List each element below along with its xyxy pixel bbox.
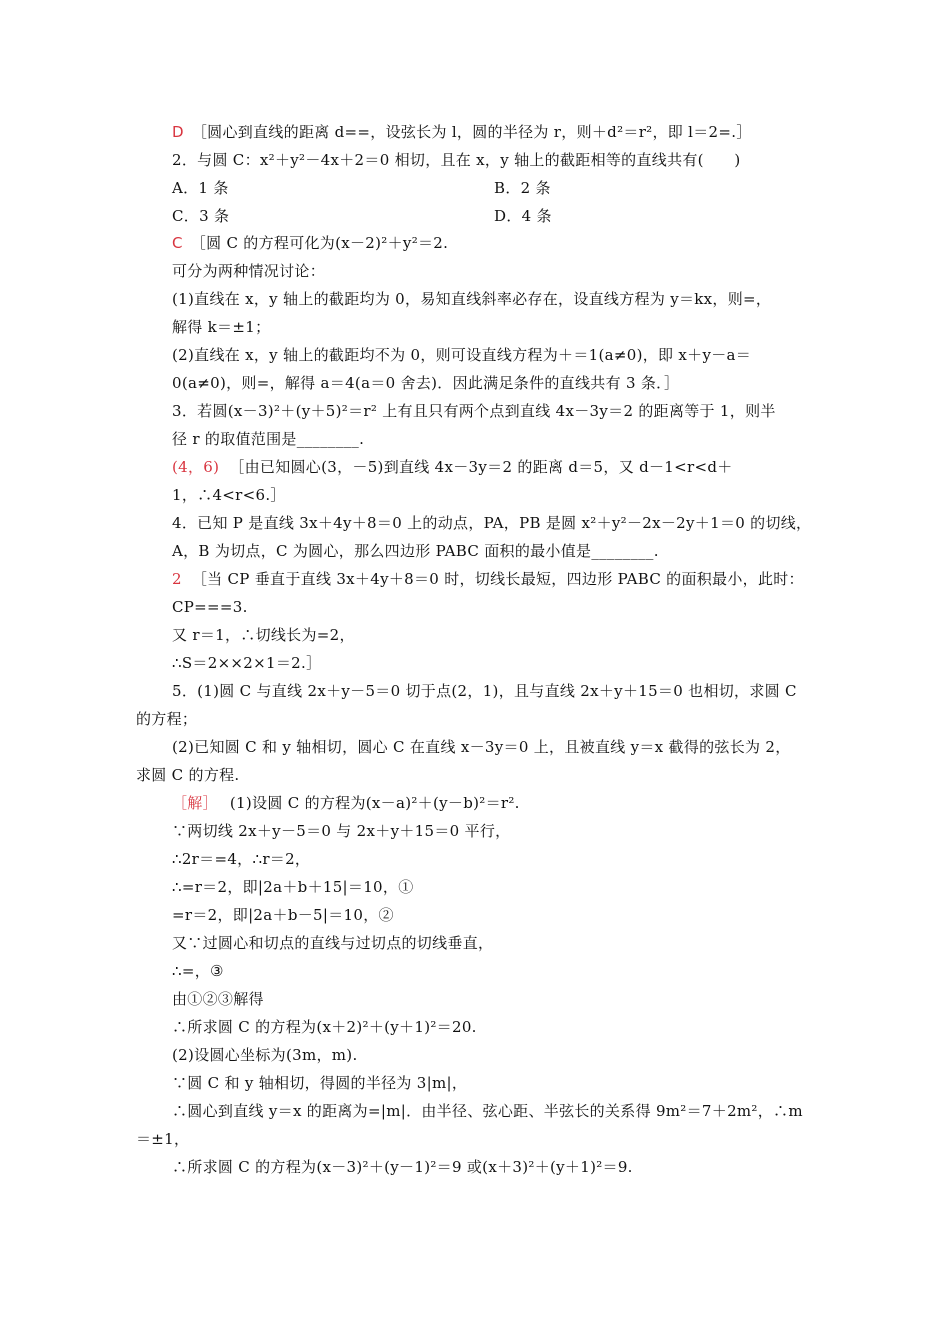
choice-option: C．3 条 [172,207,230,225]
text-line [172,933,832,953]
text-line [172,541,832,561]
text-line [172,793,832,813]
answer-label: D [172,123,184,141]
line-text: 的方程； [136,710,198,728]
text-line [172,1073,832,1093]
line-text: 1，∴4<r<6.］ [172,486,286,504]
line-text: ∵两切线 2x＋y－5＝0 与 2x＋y＋15＝0 平行， [172,822,511,840]
line-text: 求圆 C 的方程. [136,766,240,784]
answer-label: 2 [172,570,182,588]
line-text: (2)设圆心坐标为(3m，m). [172,1046,358,1064]
line-text: (1)设圆 C 的方程为(x－a)²＋(y－b)²＝r². [229,794,520,812]
text-line [172,513,832,533]
line-text: 由①②③解得 [172,990,264,1008]
text-line [172,821,832,841]
text-line [172,681,832,701]
text-line [172,849,832,869]
line-text: ＝±1， [136,1130,190,1148]
line-text: ［圆 C 的方程可化为(x－2)²＋y²＝2. [190,234,449,252]
text-line [172,261,832,281]
text-line [136,765,796,785]
text-line [172,1017,832,1037]
text-line [172,150,832,170]
text-line [172,429,832,449]
text-line [172,401,832,421]
text-line [136,709,796,729]
text-line [172,737,832,757]
text-line [172,122,832,142]
line-text: 3．若圆(x－3)²＋(y＋5)²＝r² 上有且只有两个点到直线 4x－3y＝2 的距离等于 1，则半 [172,402,776,420]
line-text: A，B 为切点，C 为圆心，那么四边形 PABC 面积的最小值是________. [172,542,659,560]
line-text: ∴所求圆 C 的方程为(x－3)²＋(y－1)²＝9 或(x＋3)²＋(y＋1)²＝9. [172,1158,633,1176]
text-line [172,653,832,673]
text-line [172,457,832,477]
text-line [172,485,832,505]
choice-option: A．1 条 [172,179,229,197]
text-line [172,345,832,365]
line-text: 可分为两种情况讨论： [172,262,326,280]
line-text: ∴2r＝=4，∴r＝2， [172,850,311,868]
line-text: 4．已知 P 是直线 3x＋4y＋8＝0 上的动点，PA，PB 是圆 x²＋y²－2x－2y＋1＝0 的切线， [172,514,812,532]
answer-label: ［解］ [172,794,218,812]
line-text: ［圆心到直线的距离 d==，设弦长为 l，圆的半径为 r，则＋d²＝r²，即 l＝2=.］ [191,123,752,141]
line-text: 又 r＝1，∴切线长为=2， [172,626,355,644]
text-line [172,1101,832,1121]
line-text: ∴=，③ [172,962,224,980]
line-text: ［当 CP 垂直于直线 3x＋4y＋8＝0 时，切线长最短，四边形 PABC 的面积最小，此时： [191,570,804,588]
text-line [172,317,832,337]
text-line [172,905,832,925]
text-line [172,625,832,645]
line-text: (1)直线在 x，y 轴上的截距均为 0，易知直线斜率必存在，设直线方程为 y＝kx，则=， [172,290,772,308]
line-text: ∴=r＝2，即|2a＋b＋15|＝10，① [172,878,414,896]
choice-row [172,178,832,198]
text-line [172,1157,832,1177]
line-text: 5．(1)圆 C 与直线 2x＋y－5＝0 切于点(2，1)，且与直线 2x＋y＋15＝0 也相切，求圆 C [172,682,797,700]
text-line [172,961,832,981]
line-text: ∴S＝2××2×1＝2.］ [172,654,322,672]
text-line [172,597,832,617]
line-text: =r＝2，即|2a＋b－5|＝10，② [172,906,394,924]
line-text: (2)直线在 x，y 轴上的截距均不为 0，则可设直线方程为＋＝1(a≠0)，即 x＋y－a＝ [172,346,752,364]
text-line [172,569,832,589]
text-line [172,1045,832,1065]
line-text: 0(a≠0)，则=，解得 a＝4(a＝0 舍去)．因此满足条件的直线共有 3 条．］ [172,374,680,392]
text-line [172,373,832,393]
line-text: ［由已知圆心(3，－5)到直线 4x－3y＝2 的距离 d＝5，又 d－1<r<d＋ [229,458,733,476]
line-text: 解得 k＝±1； [172,318,271,336]
choice-row [172,206,832,226]
text-line [172,877,832,897]
line-text: 径 r 的取值范围是________. [172,430,365,448]
answer-label: C [172,234,183,252]
text-line [172,289,832,309]
line-text: 又∵过圆心和切点的直线与过切点的切线垂直， [172,934,494,952]
line-text: ∴所求圆 C 的方程为(x＋2)²＋(y＋1)²＝20. [172,1018,477,1036]
line-text: ∴圆心到直线 y＝x 的距离为=|m|．由半径、弦心距、半弦长的关系得 9m²＝7＋2m²，∴m [172,1102,803,1120]
line-text: (2)已知圆 C 和 y 轴相切，圆心 C 在直线 x－3y＝0 上，且被直线 y＝x 截得的弦长为 2， [172,738,791,756]
choice-option: B．2 条 [494,179,551,197]
text-line [172,989,832,1009]
line-text: ∵圆 C 和 y 轴相切，得圆的半径为 3|m|， [172,1074,468,1092]
answer-label: (4，6) [172,458,220,476]
text-line [172,233,832,253]
line-text: 2．与圆 C：x²＋y²－4x＋2＝0 相切，且在 x，y 轴上的截距相等的直线共有( ) [172,151,741,169]
choice-option: D．4 条 [494,207,552,225]
line-text: CP===3. [172,598,248,616]
text-line [136,1129,796,1149]
